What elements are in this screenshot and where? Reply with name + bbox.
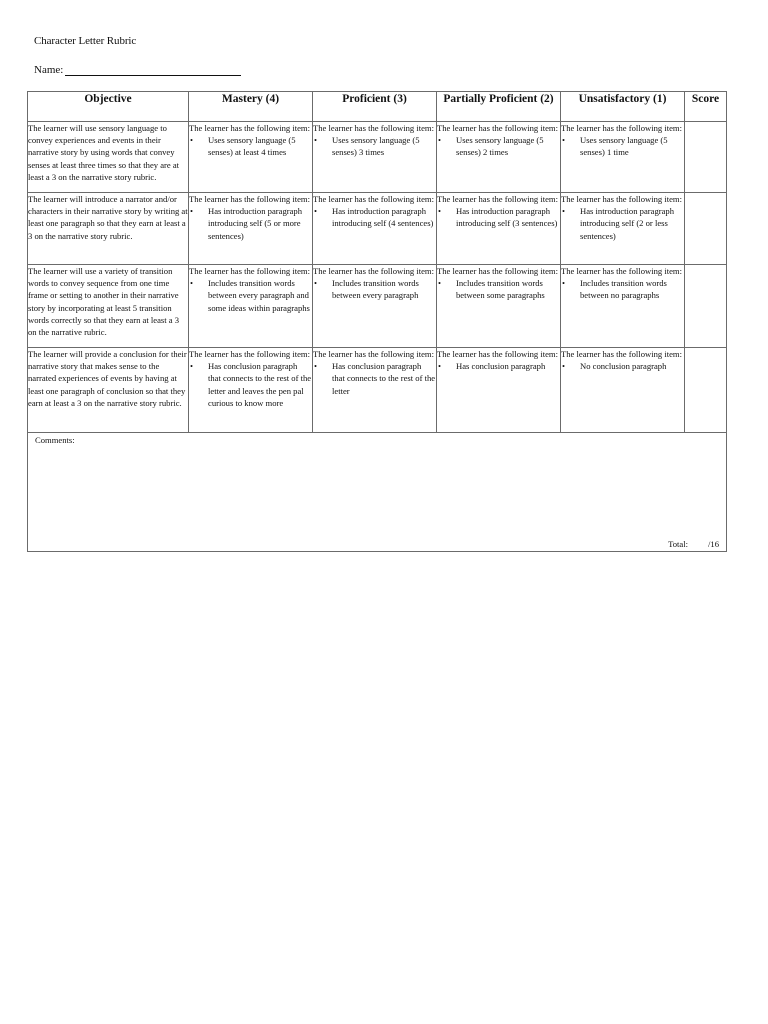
level-criterion: Uses sensory language (5 senses) at least 4 times: [208, 135, 296, 158]
level-intro: The learner has the following item:: [313, 123, 434, 133]
bullet-icon: •: [314, 206, 318, 217]
table-row: [28, 122, 727, 193]
bullet-icon: •: [190, 361, 194, 372]
header-proficient: Proficient (3): [313, 92, 437, 122]
header-unsatisfactory: Unsatisfactory (1): [561, 92, 685, 122]
level-intro: The learner has the following item:: [561, 123, 682, 133]
mastery-cell: [189, 348, 313, 433]
partially-proficient-cell: [437, 348, 561, 433]
level-intro: The learner has the following item:: [437, 266, 558, 276]
unsatisfactory-cell: [561, 348, 685, 433]
level-criterion: No conclusion paragraph: [580, 361, 667, 372]
level-criterion: Has introduction paragraph introducing self (3 sentences): [456, 206, 558, 229]
level-intro: The learner has the following item:: [437, 123, 558, 133]
comments-row: [28, 433, 727, 552]
bullet-icon: •: [438, 135, 442, 146]
score-cell[interactable]: [685, 265, 727, 348]
mastery-cell: [189, 265, 313, 348]
level-criterion: Includes transition words between no paragraphs: [580, 278, 667, 301]
level-criterion: Has introduction paragraph introducing self (2 or less sentences): [580, 206, 675, 241]
header-row: [28, 92, 727, 122]
header-score: Score: [685, 92, 727, 122]
bullet-icon: •: [314, 361, 318, 372]
bullet-icon: •: [562, 135, 566, 146]
objective-cell: The learner will use a variety of transition words to convey sequence from one time frame or setting to another in their narrative story by incorporating at least 5 transition words correctly so that they earn at least a 3 on the narrative rubric.: [28, 265, 189, 348]
score-cell[interactable]: [685, 348, 727, 433]
table-row: [28, 265, 727, 348]
level-criterion: Uses sensory language (5 senses) 3 times: [332, 135, 420, 158]
bullet-icon: •: [562, 206, 566, 217]
level-criterion: Uses sensory language (5 senses) 1 time: [580, 135, 668, 158]
level-intro: The learner has the following item:: [189, 123, 310, 133]
unsatisfactory-cell: [561, 122, 685, 193]
bullet-icon: •: [190, 135, 194, 146]
level-intro: The learner has the following item:: [437, 349, 558, 359]
partially-proficient-cell: [437, 193, 561, 265]
bullet-icon: •: [190, 278, 194, 289]
level-intro: The learner has the following item:: [313, 266, 434, 276]
level-intro: The learner has the following item:: [189, 266, 310, 276]
mastery-cell: [189, 122, 313, 193]
level-intro: The learner has the following item:: [561, 349, 682, 359]
unsatisfactory-cell: [561, 193, 685, 265]
partially-proficient-cell: [437, 122, 561, 193]
bullet-icon: •: [438, 361, 442, 372]
bullet-icon: •: [314, 135, 318, 146]
level-criterion: Has introduction paragraph introducing self (5 or more sentences): [208, 206, 303, 241]
bullet-icon: •: [190, 206, 194, 217]
level-intro: The learner has the following item:: [189, 194, 310, 204]
level-criterion: Includes transition words between every paragraph: [332, 278, 419, 301]
total-value: /16: [708, 538, 719, 549]
unsatisfactory-cell: [561, 265, 685, 348]
mastery-cell: [189, 193, 313, 265]
table-row: [28, 193, 727, 265]
level-intro: The learner has the following item:: [313, 194, 434, 204]
proficient-cell: [313, 193, 437, 265]
proficient-cell: [313, 348, 437, 433]
rubric-table: [27, 91, 727, 552]
level-intro: The learner has the following item:: [437, 194, 558, 204]
level-intro: The learner has the following item:: [561, 266, 682, 276]
name-blank-line[interactable]: [65, 64, 241, 76]
total-label: Total:: [668, 538, 688, 549]
bullet-icon: •: [562, 361, 566, 372]
score-cell[interactable]: [685, 122, 727, 193]
bullet-icon: •: [438, 206, 442, 217]
proficient-cell: [313, 122, 437, 193]
bullet-icon: •: [314, 278, 318, 289]
name-row: [34, 64, 241, 76]
level-criterion: Uses sensory language (5 senses) 2 times: [456, 135, 544, 158]
score-cell[interactable]: [685, 193, 727, 265]
level-criterion: Has conclusion paragraph that connects to the rest of the letter and leaves the pen pal curious to know more: [208, 361, 312, 408]
level-criterion: Has conclusion paragraph that connects to the rest of the letter: [332, 361, 436, 396]
level-criterion: Includes transition words between some paragraphs: [456, 278, 545, 301]
objective-cell: The learner will provide a conclusion for their narrative story that makes sense to the narrated experiences of events by having at least one paragraph of conclusion so that they earn at least a 3 on the narrative story rubric.: [28, 348, 189, 433]
objective-cell: The learner will introduce a narrator and/or characters in their narrative story by writing at least one paragraph so that they earn at least a 3 on the narrative story rubric.: [28, 193, 189, 265]
objective-cell: The learner will use sensory language to convey experiences and events in their narrative story by using words that convey senses at least three times so that they are at least a 3 on the narrative story rubric.: [28, 122, 189, 193]
document-title: Character Letter Rubric: [34, 35, 137, 47]
bullet-icon: •: [562, 278, 566, 289]
level-intro: The learner has the following item:: [189, 349, 310, 359]
header-partially-proficient: Partially Proficient (2): [437, 92, 561, 122]
name-label: Name:: [34, 64, 64, 76]
header-objective: Objective: [28, 92, 189, 122]
level-intro: The learner has the following item:: [313, 349, 434, 359]
bullet-icon: •: [438, 278, 442, 289]
level-criterion: Has introduction paragraph introducing self (4 sentences): [332, 206, 434, 229]
level-intro: The learner has the following item:: [561, 194, 682, 204]
partially-proficient-cell: [437, 265, 561, 348]
table-row: [28, 348, 727, 433]
level-criterion: Includes transition words between every paragraph and some ideas within paragraphs: [208, 278, 310, 313]
header-mastery: Mastery (4): [189, 92, 313, 122]
level-criterion: Has conclusion paragraph: [456, 361, 546, 372]
comments-label: Comments:: [35, 435, 75, 445]
proficient-cell: [313, 265, 437, 348]
comments-area[interactable]: [28, 433, 727, 552]
